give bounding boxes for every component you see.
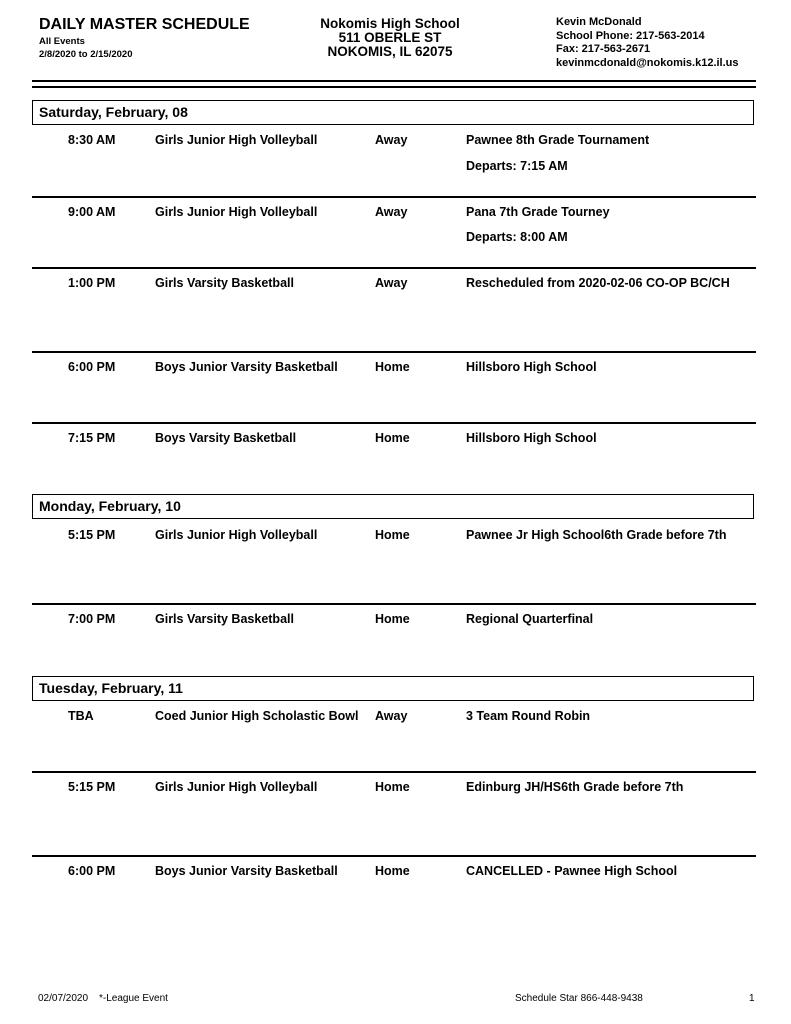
event-location: Home [375,612,410,626]
event-time: 6:00 PM [68,360,116,374]
event-time: 7:15 PM [68,431,116,445]
event-departs: Departs: 8:00 AM [466,230,568,244]
page-title: DAILY MASTER SCHEDULE [39,16,250,33]
school-name: Nokomis High School [320,16,460,31]
event-location: Away [375,133,408,147]
event-time: 5:15 PM [68,780,116,794]
date-range: 2/8/2020 to 2/15/2020 [39,49,133,60]
contact-fax: Fax: 217-563-2671 [556,43,651,55]
contact-block [556,16,739,70]
footer-vendor: Schedule Star 866-448-9438 [515,993,643,1004]
event-time: 9:00 AM [68,205,116,219]
header-rule-bottom [32,86,756,88]
event-opponent: Pawnee Jr High School6th Grade before 7th [466,528,727,542]
event-opponent: Edinburg JH/HS6th Grade before 7th [466,780,684,794]
row-divider [32,422,756,424]
event-opponent: Rescheduled from 2020-02-06 CO-OP BC/CH [466,276,730,290]
event-activity: Boys Varsity Basketball [155,431,297,445]
event-activity: Coed Junior High Scholastic Bowl [155,709,359,723]
row-divider [32,196,756,198]
event-activity: Girls Junior High Volleyball [155,528,318,542]
event-opponent: Pana 7th Grade Tourney [466,205,610,219]
page-number: 1 [749,993,755,1004]
event-time: 6:00 PM [68,864,116,878]
row-divider [32,351,756,353]
row-divider [32,267,756,269]
event-opponent: Hillsboro High School [466,360,597,374]
event-opponent: CANCELLED - Pawnee High School [466,864,678,878]
event-opponent: Regional Quarterfinal [466,612,594,626]
event-location: Away [375,205,408,219]
header-rule-top [32,80,756,82]
event-opponent: 3 Team Round Robin [466,709,591,723]
event-location: Away [375,276,408,290]
footer-date: 02/07/2020 [38,993,89,1004]
school-address: 511 OBERLE ST [338,30,442,45]
event-time: 1:00 PM [68,276,116,290]
event-time: 8:30 AM [68,133,116,147]
row-divider [32,855,756,857]
event-activity: Girls Varsity Basketball [155,276,294,290]
event-location: Home [375,864,410,878]
event-location: Home [375,780,410,794]
event-activity: Boys Junior Varsity Basketball [155,864,338,878]
contact-phone: School Phone: 217-563-2014 [556,29,705,42]
contact-email[interactable]: kevinmcdonald@nokomis.k12.il.us [556,56,739,69]
event-activity: Girls Junior High Volleyball [155,780,318,794]
event-location: Home [375,528,410,542]
event-opponent: Pawnee 8th Grade Tournament [466,133,650,147]
event-time: 7:00 PM [68,612,116,626]
row-divider [32,603,756,605]
event-time: TBA [68,709,94,723]
event-activity: Boys Junior Varsity Basketball [155,360,338,374]
day-header: Monday, February, 10 [32,494,754,519]
footer-legend: *-League Event [99,993,168,1004]
event-departs: Departs: 7:15 AM [466,159,568,173]
contact-name: Kevin McDonald [556,16,642,28]
day-header: Tuesday, February, 11 [32,676,754,701]
event-location: Away [375,709,408,723]
row-divider [32,771,756,773]
event-opponent: Hillsboro High School [466,431,597,445]
school-city: NOKOMIS, IL 62075 [327,44,453,59]
event-location: Home [375,360,410,374]
event-activity: Girls Varsity Basketball [155,612,294,626]
event-time: 5:15 PM [68,528,116,542]
event-activity: Girls Junior High Volleyball [155,133,318,147]
event-activity: Girls Junior High Volleyball [155,205,318,219]
day-header: Saturday, February, 08 [32,100,754,125]
school-block [280,17,500,59]
event-location: Home [375,431,410,445]
filter-label: All Events [39,36,85,47]
